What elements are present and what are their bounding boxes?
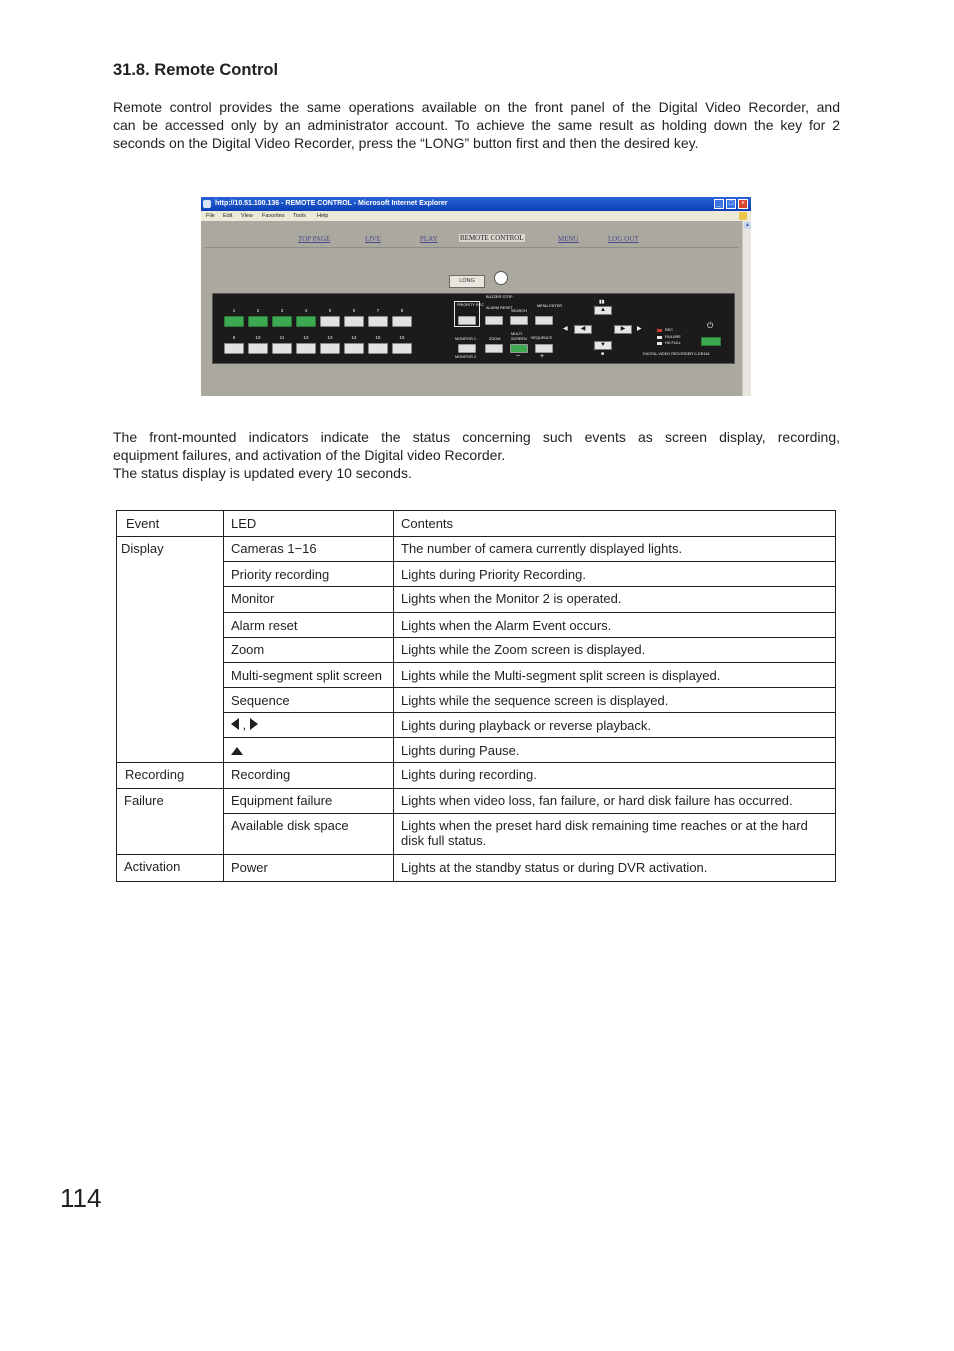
contents-cell: Lights during recording. <box>394 763 836 789</box>
windows-flag-icon <box>739 212 747 220</box>
led-cell: Monitor <box>224 587 394 612</box>
contents-cell: Lights during Pause. <box>394 738 836 763</box>
camera-number: 15 <box>375 335 381 340</box>
table-row <box>117 562 836 587</box>
led-cell: Cameras 1−16 <box>224 537 394 562</box>
close-icon[interactable]: × <box>738 199 748 209</box>
reverse-led-icon: ◀ <box>563 326 568 332</box>
led-separator: , <box>242 717 247 733</box>
alarm-reset-button[interactable] <box>485 316 503 325</box>
alarm-reset-label: ALARM RESET <box>486 306 513 310</box>
camera-12-button[interactable] <box>296 343 316 354</box>
pause-button[interactable]: ▲ <box>594 306 612 315</box>
contents-cell: Lights when the preset hard disk remaining time reaches or at the hard disk full status. <box>394 813 836 854</box>
camera-6-button[interactable] <box>344 316 364 327</box>
search-label: SEARCH <box>511 309 527 313</box>
header-contents: Contents <box>394 511 836 537</box>
camera-number: 6 <box>352 308 356 313</box>
model-label: DIGITAL VIDEO RECORDER C-DR161 <box>643 352 710 356</box>
priority-rec-button[interactable] <box>458 316 476 325</box>
led-cell: Available disk space <box>224 813 394 854</box>
minus-label: − <box>516 353 521 360</box>
page-number: 114 <box>60 1183 102 1213</box>
event-display: Display <box>117 537 224 763</box>
led-cell: Priority recording <box>224 562 394 587</box>
playback-control-pad <box>563 299 642 359</box>
camera-1-button[interactable] <box>224 316 244 327</box>
camera-number: 2 <box>256 308 260 313</box>
window-title: http://10.51.100.136 - REMOTE CONTROL - Microsoft Internet Explorer <box>215 200 448 207</box>
monitor-button[interactable] <box>458 344 476 353</box>
nav-live[interactable]: LIVE <box>365 235 381 243</box>
reverse-button[interactable]: ◀ <box>574 325 592 334</box>
camera-4-button[interactable] <box>296 316 316 327</box>
table-header-row <box>117 511 836 537</box>
multi-screen-button[interactable] <box>510 344 528 353</box>
led-cell-pause <box>224 738 394 763</box>
table-row <box>117 713 836 738</box>
pause-arrow-icon <box>231 747 243 755</box>
camera-7-button[interactable] <box>368 316 388 327</box>
power-icon: ⏻ <box>707 321 714 330</box>
menu-help[interactable]: Help <box>317 213 329 219</box>
menu-tools[interactable]: Tools <box>293 213 306 219</box>
contents-cell: Lights while the Multi-segment split screen is displayed. <box>394 662 836 687</box>
led-cell: Sequence <box>224 687 394 712</box>
camera-9-button[interactable] <box>224 343 244 354</box>
failure-led <box>657 336 662 339</box>
nav-remote-control[interactable]: REMOTE CONTROL <box>460 234 524 242</box>
intro-paragraph <box>113 98 840 152</box>
table-row <box>117 537 836 562</box>
indicator-line: The status display is updated every 10 seconds. <box>113 465 412 481</box>
table-row <box>117 687 836 712</box>
event-recording: Recording <box>117 763 224 789</box>
table-row <box>117 612 836 637</box>
event-activation: Activation <box>117 854 224 881</box>
hd-full-led <box>657 342 662 345</box>
search-button[interactable] <box>510 316 528 325</box>
contents-cell: Lights while the sequence screen is displayed. <box>394 687 836 712</box>
remote-control-screenshot <box>201 197 751 396</box>
table-row <box>117 763 836 789</box>
nav-log-out[interactable]: LOG OUT <box>608 235 639 243</box>
monitor1-label: MONITOR 1 <box>455 337 477 341</box>
maximize-icon[interactable]: □ <box>726 199 736 209</box>
header-event: Event <box>117 511 224 537</box>
table-row <box>117 587 836 612</box>
indicator-paragraph <box>113 428 840 482</box>
table-row <box>117 854 836 881</box>
table-row <box>117 789 836 813</box>
menu-enter-button[interactable] <box>535 316 553 325</box>
camera-2-button[interactable] <box>248 316 268 327</box>
camera-15-button[interactable] <box>368 343 388 354</box>
camera-number: 12 <box>303 335 309 340</box>
power-button[interactable] <box>701 337 721 346</box>
camera-number: 11 <box>279 335 285 340</box>
intro-line: seconds on the Digital Video Recorder, press the “LONG” button first and then the desired key. <box>113 135 699 151</box>
failure-label: FAILURE <box>665 335 681 339</box>
vertical-scrollbar[interactable] <box>742 221 751 396</box>
pause-indicator-icon: ▮▮ <box>599 299 605 305</box>
table-row <box>117 662 836 687</box>
buzzer-stop-label: BUZZER STOP <box>486 295 513 299</box>
play-led-icon: ▶ <box>637 326 642 332</box>
led-cell: Power <box>224 854 394 881</box>
menu-edit[interactable]: Edit <box>223 213 233 219</box>
indicator-line: equipment failures, and activation of the Digital video Recorder. <box>113 447 506 463</box>
intro-line: can be accessed only by an administrator account. To achieve the same result as holding down the key for 2 <box>113 117 840 133</box>
priority-rec-label: PRIORITY REC <box>457 303 484 307</box>
menu-enter-label: MENU ENTER <box>537 304 563 308</box>
table-row <box>117 738 836 763</box>
camera-number: 1 <box>232 308 236 313</box>
stop-button[interactable]: ▼ <box>594 341 612 350</box>
dvr-front-panel <box>212 293 735 364</box>
play-button[interactable]: ▶ <box>614 325 632 334</box>
nav-play[interactable]: PLAY <box>420 235 438 243</box>
sequence-label: SEQUENCE <box>531 336 553 340</box>
monitor2-label: MONITOR 2 <box>455 355 477 359</box>
camera-number: 8 <box>400 308 404 313</box>
camera-16-button[interactable] <box>392 343 412 354</box>
hd-full-label: HD FULL <box>665 341 681 345</box>
sequence-button[interactable] <box>535 344 553 353</box>
indicator-table <box>116 510 836 882</box>
contents-cell: Lights during Priority Recording. <box>394 562 836 587</box>
stop-led-icon: ■ <box>601 351 605 357</box>
contents-cell: Lights when the Alarm Event occurs. <box>394 612 836 637</box>
header-led: LED <box>224 511 394 537</box>
contents-cell: The number of camera currently displayed lights. <box>394 537 836 562</box>
camera-14-button[interactable] <box>344 343 364 354</box>
nav-menu[interactable]: MENU <box>558 235 579 243</box>
camera-3-button[interactable] <box>272 316 292 327</box>
rec-label: REC <box>665 328 674 332</box>
menu-file[interactable]: File <box>206 213 215 219</box>
zoom-button[interactable] <box>485 344 503 353</box>
camera-13-button[interactable] <box>320 343 340 354</box>
led-cell: Equipment failure <box>224 789 394 813</box>
camera-number: 7 <box>376 308 380 313</box>
menu-view[interactable]: View <box>241 213 253 219</box>
minimize-icon[interactable]: _ <box>714 199 724 209</box>
led-cell: Multi-segment split screen <box>224 662 394 687</box>
camera-number: 10 <box>255 335 261 340</box>
indicator-line: The front-mounted indicators indicate the status concerning such events as screen display, recording, <box>113 429 840 445</box>
plus-label: + <box>540 353 545 360</box>
led-cell-playback <box>224 713 394 738</box>
camera-number: 9 <box>232 335 236 340</box>
camera-number: 5 <box>328 308 332 313</box>
contents-cell: Lights when video loss, fan failure, or hard disk failure has occurred. <box>394 789 836 813</box>
browser-menubar <box>201 211 751 221</box>
intro-line: Remote control provides the same operations available on the front panel of the Digital Video Recorder, and <box>113 99 840 115</box>
camera-number: 16 <box>399 335 405 340</box>
table-row <box>117 637 836 662</box>
scroll-up-icon[interactable]: ▲ <box>745 222 750 228</box>
ie-logo-icon <box>203 200 211 208</box>
contents-cell: Lights during playback or reverse playback. <box>394 713 836 738</box>
camera-number: 3 <box>280 308 284 313</box>
browser-page <box>201 221 742 396</box>
camera-number: 14 <box>351 335 357 340</box>
nav-top-page[interactable]: TOP PAGE <box>298 235 331 243</box>
camera-11-button[interactable] <box>272 343 292 354</box>
contents-cell: Lights while the Zoom screen is displayed. <box>394 637 836 662</box>
led-cell: Recording <box>224 763 394 789</box>
section-title: 31.8. Remote Control <box>113 61 279 79</box>
long-button[interactable]: LONG <box>449 275 485 288</box>
event-failure: Failure <box>117 789 224 854</box>
menu-favorites[interactable]: Favorites <box>262 213 285 219</box>
camera-10-button[interactable] <box>248 343 268 354</box>
rec-led <box>657 329 662 332</box>
multi-screen-label: MULTI SCREEN <box>511 332 527 341</box>
camera-number: 13 <box>327 335 333 340</box>
contents-cell: Lights at the standby status or during DVR activation. <box>394 854 836 881</box>
play-arrow-icon <box>250 718 258 730</box>
contents-cell: Lights when the Monitor 2 is operated. <box>394 587 836 612</box>
camera-5-button[interactable] <box>320 316 340 327</box>
led-cell: Alarm reset <box>224 612 394 637</box>
reverse-arrow-icon <box>231 718 239 730</box>
long-indicator <box>494 271 508 285</box>
top-navigation <box>205 225 738 248</box>
table-row <box>117 813 836 854</box>
zoom-label: ZOOM <box>489 337 501 341</box>
browser-titlebar <box>201 197 751 211</box>
led-cell: Zoom <box>224 637 394 662</box>
camera-number: 4 <box>304 308 308 313</box>
camera-8-button[interactable] <box>392 316 412 327</box>
